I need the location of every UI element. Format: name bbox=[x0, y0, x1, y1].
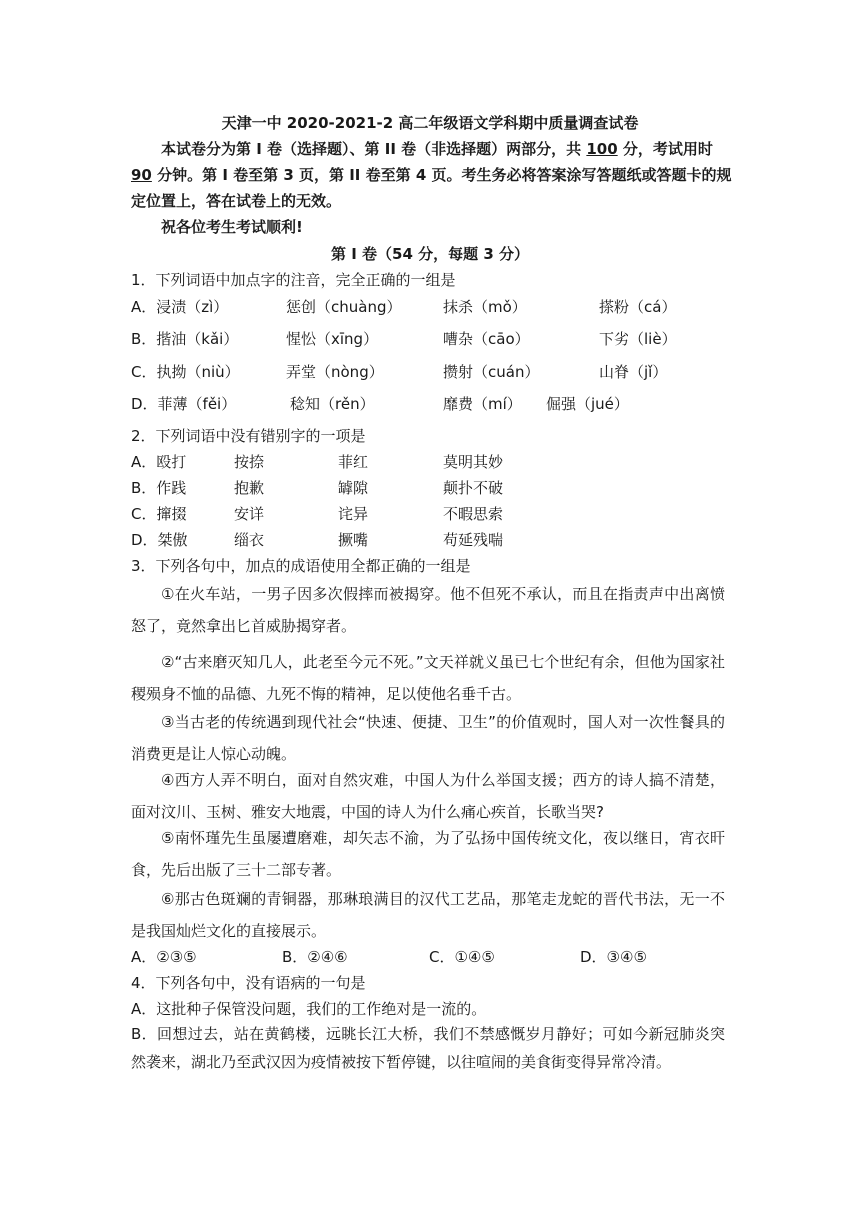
q3-option-c: C．①④⑤ bbox=[429, 948, 495, 966]
q1-d-2: 稔知（rěn） bbox=[290, 395, 375, 413]
q4-stem: 4．下列各句中，没有语病的一句是 bbox=[131, 974, 366, 992]
q2-b-3: 罅隙 bbox=[338, 479, 369, 497]
q2-a-1: A．殴打 bbox=[131, 453, 187, 471]
exam-title: 天津一中 2020-2021-2 高二年级语文学科期中质量调查试卷 bbox=[221, 114, 639, 132]
q2-a-2: 按捺 bbox=[234, 453, 265, 471]
exam-duration: 90 bbox=[131, 166, 152, 184]
q1-b-1: B．揩油（kǎi） bbox=[131, 330, 239, 348]
q1-stem: 1．下列词语中加点字的注音，完全正确的一组是 bbox=[131, 271, 456, 289]
q2-a-3: 菲红 bbox=[338, 453, 369, 471]
q3-item-5: ⑤南怀瑾先生虽屡遭磨难，却矢志不渝，为了弘扬中国传统文化，夜以继日，宵衣旰食，先后出版了三十二部专著。 bbox=[131, 829, 725, 879]
q2-d-1: D．桀傲 bbox=[131, 531, 188, 549]
q2-a-4: 莫明其妙 bbox=[443, 453, 504, 471]
q3-item-3: ③当古老的传统遇到现代社会“快速、便捷、卫生”的价值观时，国人对一次性餐具的消费更是让人惊心动魄。 bbox=[131, 713, 725, 763]
q2-d-2: 缁衣 bbox=[234, 531, 265, 549]
q2-b-2: 抱歉 bbox=[234, 479, 265, 497]
wish-line: 祝各位考生考试顺利! bbox=[161, 218, 303, 236]
q1-c-4: 山脊（jǐ） bbox=[599, 363, 668, 381]
q1-a-4: 搽粉（cá） bbox=[599, 298, 677, 316]
section-heading: 第 I 卷（54 分，每题 3 分） bbox=[330, 245, 529, 263]
q3-option-b: B．②④⑥ bbox=[282, 948, 348, 966]
q1-a-2: 惩创（chuàng） bbox=[286, 298, 402, 316]
q2-c-1: C．撺掇 bbox=[131, 505, 187, 523]
q2-stem: 2．下列词语中没有错别字的一项是 bbox=[131, 427, 366, 445]
q3-stem: 3．下列各句中，加点的成语使用全都正确的一组是 bbox=[131, 557, 471, 575]
q3-option-d: D．③④⑤ bbox=[580, 948, 647, 966]
q1-b-2: 惺忪（xīng） bbox=[286, 330, 379, 348]
q2-c-3: 诧异 bbox=[338, 505, 369, 523]
q2-d-4: 苟延残喘 bbox=[443, 531, 504, 549]
q1-d-1: D．菲薄（fěi） bbox=[131, 395, 237, 413]
q3-item-6: ⑥那古色斑斓的青铜器，那琳琅满目的汉代工艺品，那笔走龙蛇的晋代书法，无一不是我国灿烂文化的直接展示。 bbox=[131, 890, 725, 940]
q1-d-3: 靡费（mí） bbox=[443, 395, 522, 413]
q1-b-3: 嘈杂（cāo） bbox=[443, 330, 530, 348]
q4-option-b: B．回想过去，站在黄鹤楼，远眺长江大桥，我们不禁感慨岁月静好；可如今新冠肺炎突然袭来，湖北乃至武汉因为疫情被按下暂停键，以往喧闹的美食街变得异常冷清。 bbox=[131, 1025, 725, 1071]
total-score: 100 bbox=[586, 140, 618, 158]
q3-item-1: ①在火车站，一男子因多次假摔而被揭穿。他不但死不承认，而且在指责声中出离愤怒了，竟然拿出匕首威胁揭穿者。 bbox=[131, 585, 725, 635]
q1-c-1: C．执拗（niù） bbox=[131, 363, 240, 381]
q1-b-4: 下劣（liè） bbox=[599, 330, 677, 348]
q1-c-3: 攒射（cuán） bbox=[443, 363, 540, 381]
q3-option-a: A．②③⑤ bbox=[131, 948, 197, 966]
q4-option-a: A．这批种子保管没问题，我们的工作绝对是一流的。 bbox=[131, 1000, 487, 1018]
q2-c-2: 安详 bbox=[234, 505, 265, 523]
q2-b-1: B．作践 bbox=[131, 479, 187, 497]
q1-a-3: 抹杀（mǒ） bbox=[443, 298, 527, 316]
q1-d-4: 倔强（jué） bbox=[546, 395, 629, 413]
q3-item-4: ④西方人弄不明白，面对自然灾难，中国人为什么举国支援；西方的诗人搞不清楚，面对汶川、玉树、雅安大地震，中国的诗人为什么痛心疾首，长歌当哭? bbox=[131, 771, 725, 821]
intro-line-2: 90 分钟。第 I 卷至第 3 页，第 II 卷至第 4 页。考生务必将答案涂写答题纸或答题卡的规 bbox=[131, 166, 732, 184]
q1-c-2: 弄堂（nòng） bbox=[286, 363, 384, 381]
intro-line-3: 定位置上，答在试卷上的无效。 bbox=[131, 192, 342, 210]
intro-line-1: 本试卷分为第 I 卷（选择题）、第 II 卷（非选择题）两部分，共 100 分，考试用时 bbox=[161, 140, 713, 158]
q3-item-2: ②“古来磨灭知几人，此老至今元不死。”文天祥就义虽已七个世纪有余，但他为国家社稷殒身不恤的品德、九死不悔的精神，足以使他名垂千古。 bbox=[131, 653, 725, 703]
q2-c-4: 不暇思索 bbox=[443, 505, 504, 523]
q1-a-1: A．浸渍（zì） bbox=[131, 298, 229, 316]
q2-b-4: 颠扑不破 bbox=[443, 479, 504, 497]
q2-d-3: 撅嘴 bbox=[338, 531, 369, 549]
